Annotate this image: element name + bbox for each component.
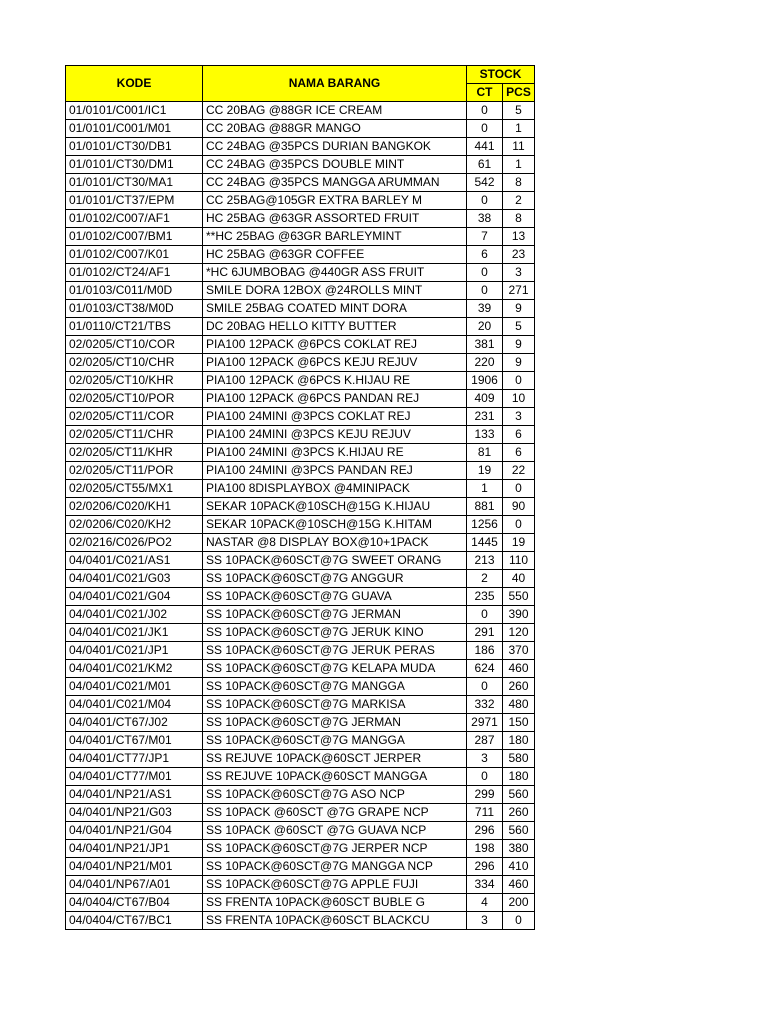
ct-cell: 231 — [467, 408, 503, 426]
kode-cell: 04/0401/C021/AS1 — [66, 552, 203, 570]
table-row — [66, 174, 535, 192]
nama-barang-cell: CC 25BAG@105GR EXTRA BARLEY M — [203, 192, 467, 210]
nama-barang-cell: SMILE DORA 12BOX @24ROLLS MINT — [203, 282, 467, 300]
pcs-cell: 370 — [503, 642, 535, 660]
pcs-cell: 11 — [503, 138, 535, 156]
ct-cell: 542 — [467, 174, 503, 192]
nama-barang-cell: SS 10PACK@60SCT@7G ANGGUR — [203, 570, 467, 588]
table-row — [66, 480, 535, 498]
pcs-cell: 580 — [503, 750, 535, 768]
pcs-cell: 40 — [503, 570, 535, 588]
ct-cell: 213 — [467, 552, 503, 570]
nama-barang-cell: SS 10PACK@60SCT@7G MANGGA — [203, 678, 467, 696]
ct-cell: 3 — [467, 750, 503, 768]
table-row — [66, 264, 535, 282]
pcs-cell: 9 — [503, 336, 535, 354]
nama-barang-cell: SS 10PACK @60SCT @7G GUAVA NCP — [203, 822, 467, 840]
nama-barang-cell: PIA100 8DISPLAYBOX @4MINIPACK — [203, 480, 467, 498]
pcs-cell: 200 — [503, 894, 535, 912]
ct-cell: 287 — [467, 732, 503, 750]
ct-cell: 81 — [467, 444, 503, 462]
ct-cell: 7 — [467, 228, 503, 246]
ct-cell: 39 — [467, 300, 503, 318]
kode-cell: 01/0103/C011/M0D — [66, 282, 203, 300]
kode-cell: 02/0216/C026/PO2 — [66, 534, 203, 552]
ct-cell: 624 — [467, 660, 503, 678]
nama-barang-cell: SS 10PACK@60SCT@7G GUAVA — [203, 588, 467, 606]
table-row — [66, 300, 535, 318]
table-row — [66, 750, 535, 768]
kode-cell: 01/0102/C007/AF1 — [66, 210, 203, 228]
kode-cell: 04/0401/CT77/M01 — [66, 768, 203, 786]
table-row — [66, 642, 535, 660]
header-pcs: PCS — [503, 84, 535, 102]
nama-barang-cell: SEKAR 10PACK@10SCH@15G K.HITAM — [203, 516, 467, 534]
pcs-cell: 19 — [503, 534, 535, 552]
table-header — [66, 66, 535, 102]
table-row — [66, 732, 535, 750]
table-row — [66, 894, 535, 912]
table-body — [66, 102, 535, 930]
pcs-cell: 1 — [503, 120, 535, 138]
kode-cell: 04/0401/C021/JP1 — [66, 642, 203, 660]
kode-cell: 01/0101/CT30/DM1 — [66, 156, 203, 174]
header-nama-barang: NAMA BARANG — [203, 66, 467, 102]
nama-barang-cell: PIA100 24MINI @3PCS PANDAN REJ — [203, 462, 467, 480]
pcs-cell: 6 — [503, 444, 535, 462]
kode-cell: 02/0205/CT10/KHR — [66, 372, 203, 390]
nama-barang-cell: SEKAR 10PACK@10SCH@15G K.HIJAU — [203, 498, 467, 516]
table-row — [66, 768, 535, 786]
ct-cell: 0 — [467, 282, 503, 300]
nama-barang-cell: SS 10PACK@60SCT@7G MANGGA NCP — [203, 858, 467, 876]
nama-barang-cell: SS 10PACK@60SCT@7G MANGGA — [203, 732, 467, 750]
nama-barang-cell: PIA100 24MINI @3PCS K.HIJAU RE — [203, 444, 467, 462]
nama-barang-cell: SS 10PACK @60SCT @7G GRAPE NCP — [203, 804, 467, 822]
pcs-cell: 3 — [503, 264, 535, 282]
ct-cell: 291 — [467, 624, 503, 642]
nama-barang-cell: PIA100 12PACK @6PCS COKLAT REJ — [203, 336, 467, 354]
stock-table — [65, 65, 535, 930]
kode-cell: 04/0404/CT67/B04 — [66, 894, 203, 912]
kode-cell: 04/0401/C021/G03 — [66, 570, 203, 588]
nama-barang-cell: CC 24BAG @35PCS DOUBLE MINT — [203, 156, 467, 174]
kode-cell: 01/0101/C001/IC1 — [66, 102, 203, 120]
ct-cell: 881 — [467, 498, 503, 516]
pcs-cell: 460 — [503, 876, 535, 894]
ct-cell: 1906 — [467, 372, 503, 390]
ct-cell: 332 — [467, 696, 503, 714]
kode-cell: 04/0401/C021/J02 — [66, 606, 203, 624]
table-row — [66, 912, 535, 930]
pcs-cell: 110 — [503, 552, 535, 570]
ct-cell: 4 — [467, 894, 503, 912]
pcs-cell: 9 — [503, 300, 535, 318]
table-row — [66, 102, 535, 120]
kode-cell: 04/0401/C021/KM2 — [66, 660, 203, 678]
pcs-cell: 1 — [503, 156, 535, 174]
kode-cell: 02/0206/C020/KH2 — [66, 516, 203, 534]
table-row — [66, 408, 535, 426]
table-row — [66, 282, 535, 300]
nama-barang-cell: SS 10PACK@60SCT@7G ASO NCP — [203, 786, 467, 804]
pcs-cell: 380 — [503, 840, 535, 858]
ct-cell: 0 — [467, 192, 503, 210]
nama-barang-cell: HC 25BAG @63GR COFFEE — [203, 246, 467, 264]
kode-cell: 04/0401/CT77/JP1 — [66, 750, 203, 768]
nama-barang-cell: **HC 25BAG @63GR BARLEYMINT — [203, 228, 467, 246]
kode-cell: 02/0205/CT11/CHR — [66, 426, 203, 444]
ct-cell: 299 — [467, 786, 503, 804]
kode-cell: 04/0401/NP67/A01 — [66, 876, 203, 894]
ct-cell: 1445 — [467, 534, 503, 552]
kode-cell: 02/0205/CT11/POR — [66, 462, 203, 480]
ct-cell: 0 — [467, 768, 503, 786]
table-row — [66, 786, 535, 804]
pcs-cell: 271 — [503, 282, 535, 300]
table-row — [66, 336, 535, 354]
ct-cell: 19 — [467, 462, 503, 480]
table-row — [66, 426, 535, 444]
pcs-cell: 0 — [503, 480, 535, 498]
table-row — [66, 372, 535, 390]
table-row — [66, 246, 535, 264]
table-row — [66, 138, 535, 156]
nama-barang-cell: PIA100 24MINI @3PCS KEJU REJUV — [203, 426, 467, 444]
pcs-cell: 180 — [503, 732, 535, 750]
nama-barang-cell: SS 10PACK@60SCT@7G JERMAN — [203, 714, 467, 732]
kode-cell: 04/0401/C021/G04 — [66, 588, 203, 606]
nama-barang-cell: SS 10PACK@60SCT@7G JERMAN — [203, 606, 467, 624]
ct-cell: 6 — [467, 246, 503, 264]
kode-cell: 02/0205/CT11/KHR — [66, 444, 203, 462]
nama-barang-cell: PIA100 12PACK @6PCS KEJU REJUV — [203, 354, 467, 372]
nama-barang-cell: CC 20BAG @88GR ICE CREAM — [203, 102, 467, 120]
pcs-cell: 8 — [503, 174, 535, 192]
nama-barang-cell: *HC 6JUMBOBAG @440GR ASS FRUIT — [203, 264, 467, 282]
pcs-cell: 180 — [503, 768, 535, 786]
nama-barang-cell: CC 24BAG @35PCS MANGGA ARUMMAN — [203, 174, 467, 192]
table-row — [66, 822, 535, 840]
table-row — [66, 498, 535, 516]
kode-cell: 02/0205/CT10/POR — [66, 390, 203, 408]
table-row — [66, 678, 535, 696]
kode-cell: 01/0101/C001/M01 — [66, 120, 203, 138]
kode-cell: 02/0205/CT10/CHR — [66, 354, 203, 372]
pcs-cell: 13 — [503, 228, 535, 246]
nama-barang-cell: SS FRENTA 10PACK@60SCT BUBLE G — [203, 894, 467, 912]
kode-cell: 01/0101/CT30/DB1 — [66, 138, 203, 156]
ct-cell: 186 — [467, 642, 503, 660]
table-row — [66, 876, 535, 894]
ct-cell: 0 — [467, 102, 503, 120]
pcs-cell: 260 — [503, 678, 535, 696]
header-ct: CT — [467, 84, 503, 102]
nama-barang-cell: SMILE 25BAG COATED MINT DORA — [203, 300, 467, 318]
ct-cell: 0 — [467, 678, 503, 696]
ct-cell: 20 — [467, 318, 503, 336]
pcs-cell: 22 — [503, 462, 535, 480]
pcs-cell: 410 — [503, 858, 535, 876]
ct-cell: 0 — [467, 120, 503, 138]
ct-cell: 0 — [467, 264, 503, 282]
nama-barang-cell: SS REJUVE 10PACK@60SCT JERPER — [203, 750, 467, 768]
ct-cell: 220 — [467, 354, 503, 372]
pcs-cell: 390 — [503, 606, 535, 624]
kode-cell: 04/0401/NP21/AS1 — [66, 786, 203, 804]
nama-barang-cell: SS 10PACK@60SCT@7G JERUK PERAS — [203, 642, 467, 660]
ct-cell: 2971 — [467, 714, 503, 732]
pcs-cell: 9 — [503, 354, 535, 372]
kode-cell: 01/0110/CT21/TBS — [66, 318, 203, 336]
ct-cell: 409 — [467, 390, 503, 408]
kode-cell: 01/0102/CT24/AF1 — [66, 264, 203, 282]
kode-cell: 01/0102/C007/K01 — [66, 246, 203, 264]
kode-cell: 04/0401/CT67/M01 — [66, 732, 203, 750]
nama-barang-cell: SS 10PACK@60SCT@7G JERPER NCP — [203, 840, 467, 858]
table-row — [66, 228, 535, 246]
ct-cell: 0 — [467, 606, 503, 624]
kode-cell: 02/0206/C020/KH1 — [66, 498, 203, 516]
table-row — [66, 156, 535, 174]
table-row — [66, 804, 535, 822]
kode-cell: 02/0205/CT55/MX1 — [66, 480, 203, 498]
nama-barang-cell: SS 10PACK@60SCT@7G SWEET ORANG — [203, 552, 467, 570]
ct-cell: 1256 — [467, 516, 503, 534]
nama-barang-cell: HC 25BAG @63GR ASSORTED FRUIT — [203, 210, 467, 228]
nama-barang-cell: PIA100 12PACK @6PCS K.HIJAU RE — [203, 372, 467, 390]
table-row — [66, 660, 535, 678]
pcs-cell: 10 — [503, 390, 535, 408]
pcs-cell: 23 — [503, 246, 535, 264]
table-row — [66, 462, 535, 480]
kode-cell: 04/0401/NP21/G03 — [66, 804, 203, 822]
table-row — [66, 696, 535, 714]
table-row — [66, 714, 535, 732]
ct-cell: 235 — [467, 588, 503, 606]
kode-cell: 01/0101/CT30/MA1 — [66, 174, 203, 192]
kode-cell: 02/0205/CT11/COR — [66, 408, 203, 426]
kode-cell: 02/0205/CT10/COR — [66, 336, 203, 354]
pcs-cell: 0 — [503, 372, 535, 390]
table-row — [66, 444, 535, 462]
ct-cell: 3 — [467, 912, 503, 930]
pcs-cell: 560 — [503, 786, 535, 804]
table-row — [66, 516, 535, 534]
ct-cell: 61 — [467, 156, 503, 174]
table-row — [66, 120, 535, 138]
table-row — [66, 318, 535, 336]
nama-barang-cell: CC 20BAG @88GR MANGO — [203, 120, 467, 138]
pcs-cell: 8 — [503, 210, 535, 228]
pcs-cell: 2 — [503, 192, 535, 210]
ct-cell: 38 — [467, 210, 503, 228]
pcs-cell: 90 — [503, 498, 535, 516]
nama-barang-cell: NASTAR @8 DISPLAY BOX@10+1PACK — [203, 534, 467, 552]
pcs-cell: 560 — [503, 822, 535, 840]
table-row — [66, 534, 535, 552]
nama-barang-cell: PIA100 24MINI @3PCS COKLAT REJ — [203, 408, 467, 426]
table-row — [66, 858, 535, 876]
pcs-cell: 480 — [503, 696, 535, 714]
kode-cell: 04/0401/C021/M04 — [66, 696, 203, 714]
table-row — [66, 354, 535, 372]
pcs-cell: 3 — [503, 408, 535, 426]
nama-barang-cell: SS 10PACK@60SCT@7G KELAPA MUDA — [203, 660, 467, 678]
ct-cell: 198 — [467, 840, 503, 858]
ct-cell: 2 — [467, 570, 503, 588]
kode-cell: 01/0103/CT38/M0D — [66, 300, 203, 318]
ct-cell: 1 — [467, 480, 503, 498]
pcs-cell: 0 — [503, 516, 535, 534]
nama-barang-cell: PIA100 12PACK @6PCS PANDAN REJ — [203, 390, 467, 408]
table-row — [66, 192, 535, 210]
nama-barang-cell: SS FRENTA 10PACK@60SCT BLACKCU — [203, 912, 467, 930]
table-row — [66, 552, 535, 570]
ct-cell: 711 — [467, 804, 503, 822]
pcs-cell: 0 — [503, 912, 535, 930]
nama-barang-cell: SS 10PACK@60SCT@7G JERUK KINO — [203, 624, 467, 642]
ct-cell: 296 — [467, 822, 503, 840]
ct-cell: 441 — [467, 138, 503, 156]
table-row — [66, 390, 535, 408]
ct-cell: 296 — [467, 858, 503, 876]
table-row — [66, 624, 535, 642]
kode-cell: 04/0401/CT67/J02 — [66, 714, 203, 732]
nama-barang-cell: SS 10PACK@60SCT@7G MARKISA — [203, 696, 467, 714]
kode-cell: 01/0101/CT37/EPM — [66, 192, 203, 210]
kode-cell: 04/0401/NP21/JP1 — [66, 840, 203, 858]
ct-cell: 133 — [467, 426, 503, 444]
ct-cell: 381 — [467, 336, 503, 354]
pcs-cell: 120 — [503, 624, 535, 642]
nama-barang-cell: SS REJUVE 10PACK@60SCT MANGGA — [203, 768, 467, 786]
ct-cell: 334 — [467, 876, 503, 894]
pcs-cell: 550 — [503, 588, 535, 606]
pcs-cell: 5 — [503, 318, 535, 336]
kode-cell: 04/0401/NP21/M01 — [66, 858, 203, 876]
table-row — [66, 570, 535, 588]
kode-cell: 04/0401/NP21/G04 — [66, 822, 203, 840]
kode-cell: 04/0401/C021/JK1 — [66, 624, 203, 642]
table-row — [66, 588, 535, 606]
table-row — [66, 840, 535, 858]
nama-barang-cell: SS 10PACK@60SCT@7G APPLE FUJI — [203, 876, 467, 894]
kode-cell: 04/0404/CT67/BC1 — [66, 912, 203, 930]
nama-barang-cell: DC 20BAG HELLO KITTY BUTTER — [203, 318, 467, 336]
pcs-cell: 5 — [503, 102, 535, 120]
table-row — [66, 606, 535, 624]
nama-barang-cell: CC 24BAG @35PCS DURIAN BANGKOK — [203, 138, 467, 156]
pcs-cell: 460 — [503, 660, 535, 678]
kode-cell: 04/0401/C021/M01 — [66, 678, 203, 696]
header-stock: STOCK — [467, 66, 535, 84]
pcs-cell: 150 — [503, 714, 535, 732]
pcs-cell: 6 — [503, 426, 535, 444]
header-kode: KODE — [66, 66, 203, 102]
pcs-cell: 260 — [503, 804, 535, 822]
kode-cell: 01/0102/C007/BM1 — [66, 228, 203, 246]
table-row — [66, 210, 535, 228]
